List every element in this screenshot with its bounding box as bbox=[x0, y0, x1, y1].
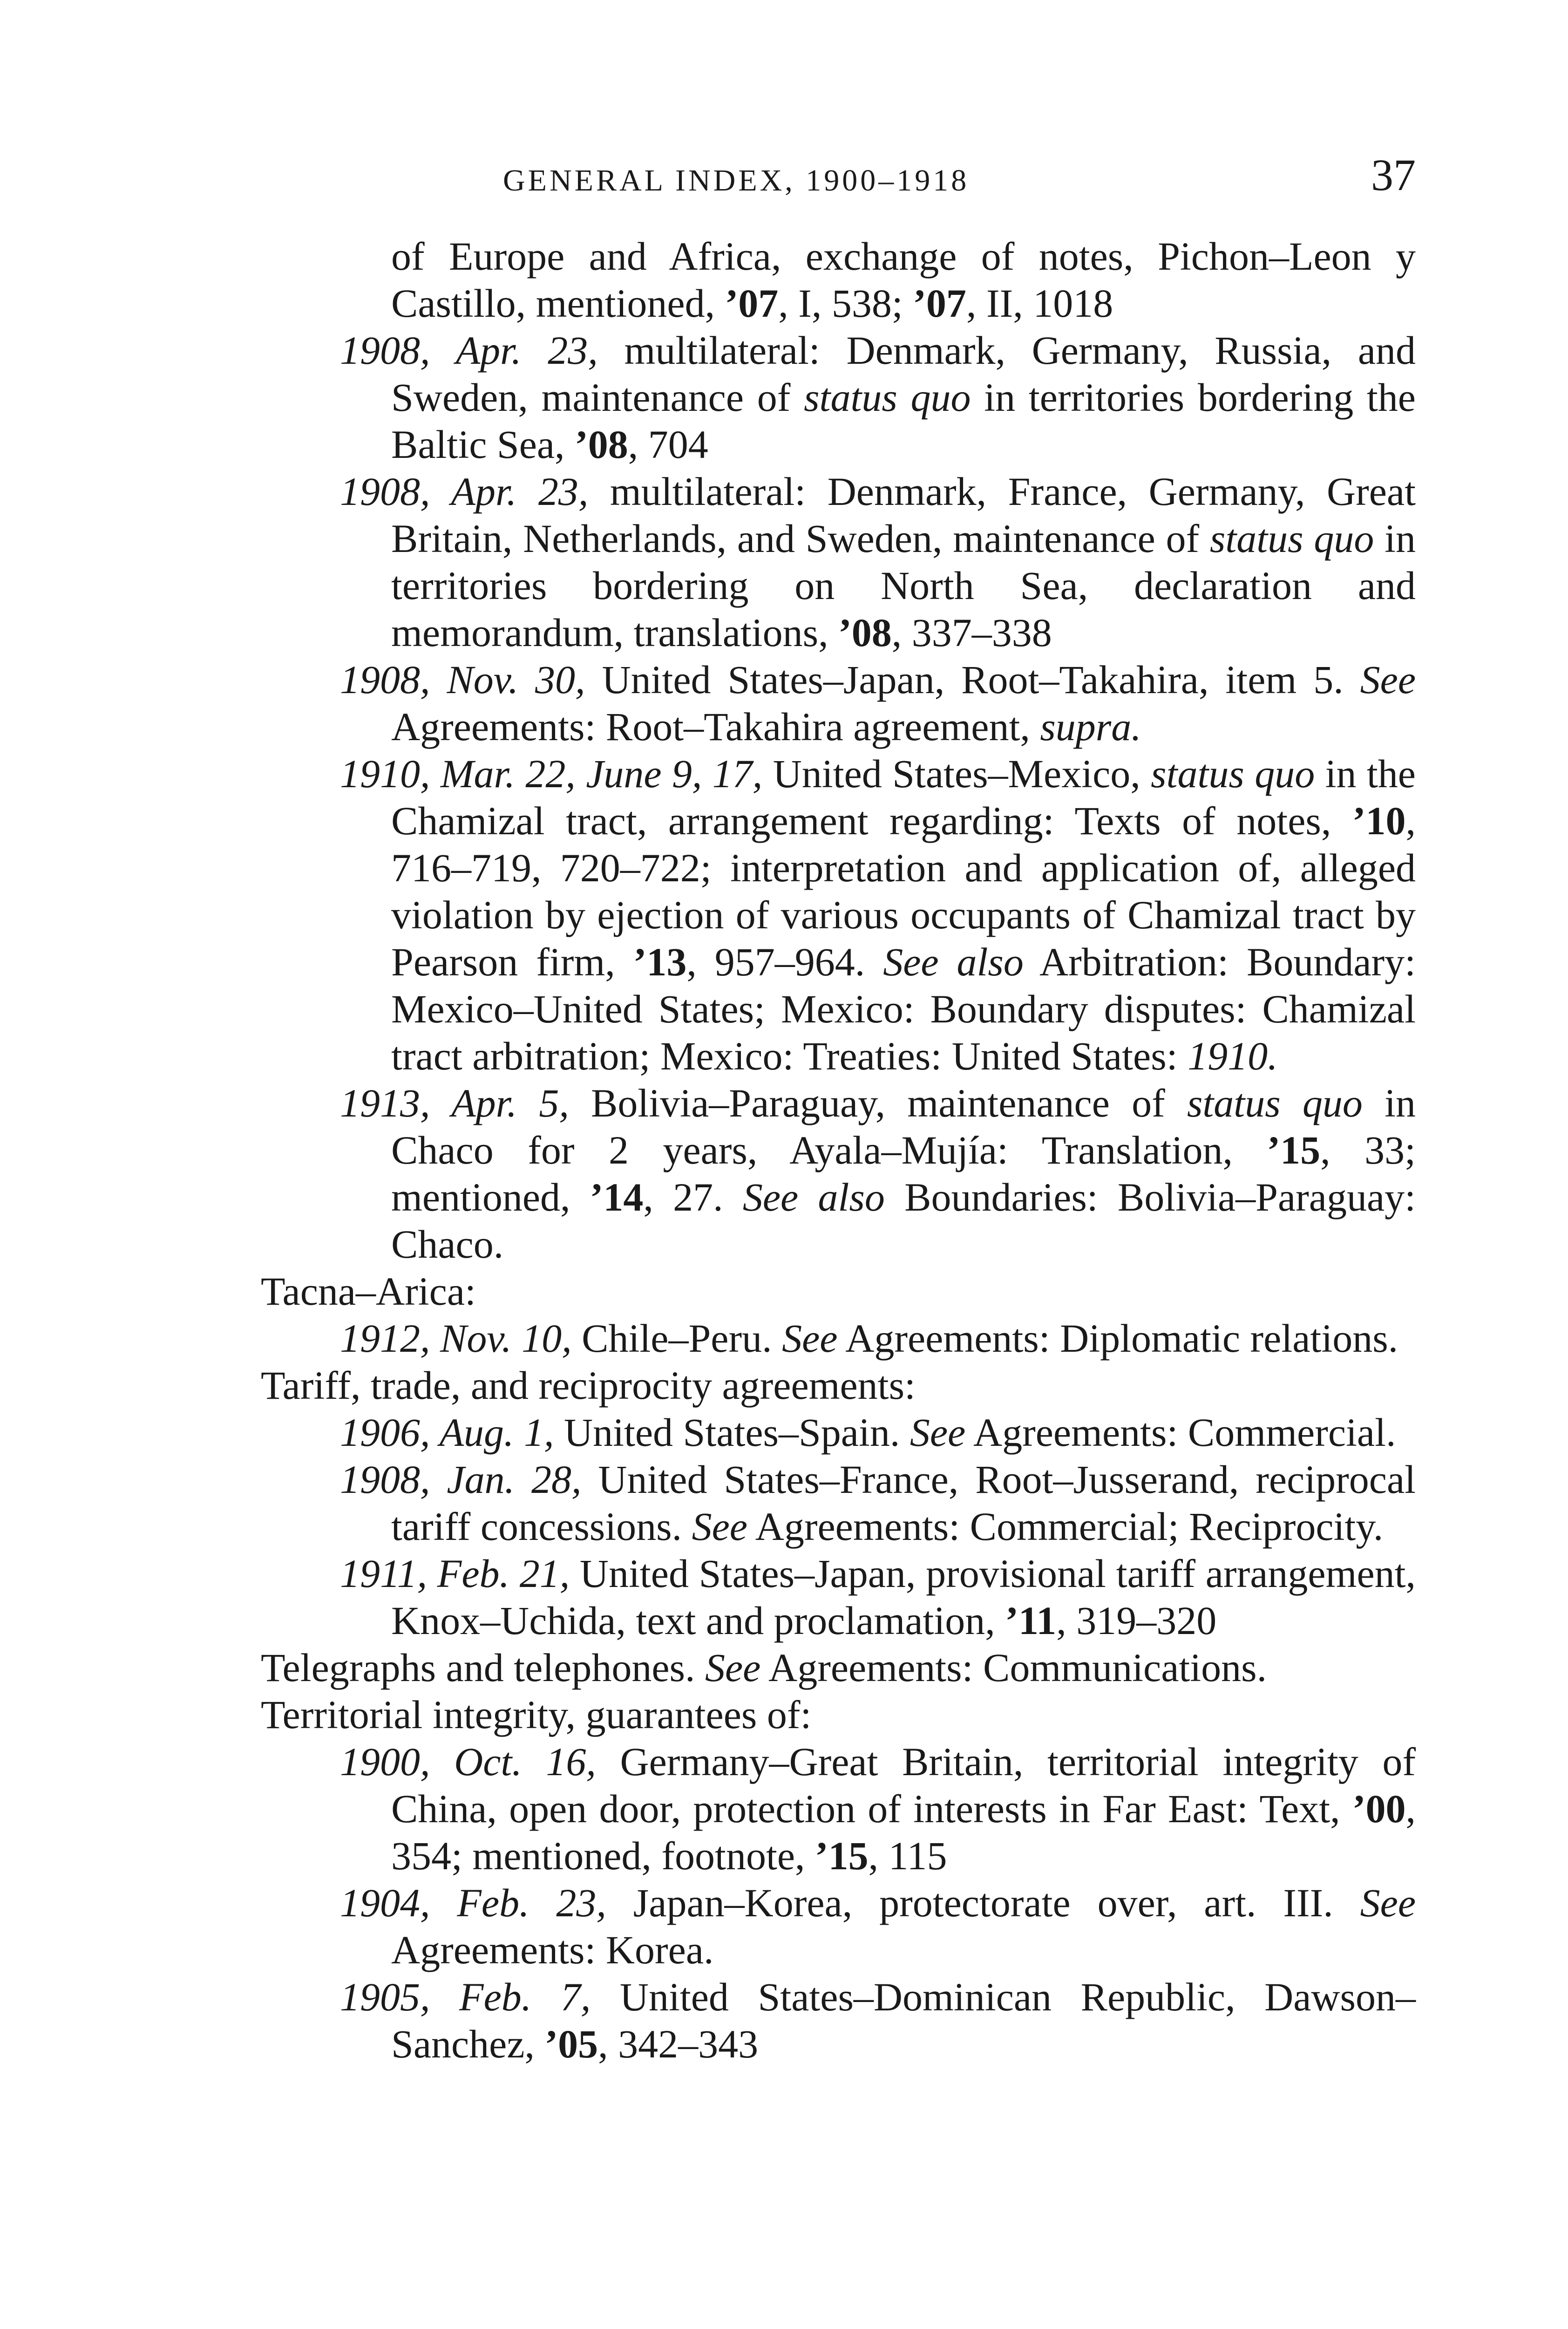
entry-text: , II, 1018 bbox=[966, 281, 1113, 326]
index-subentry bbox=[261, 1738, 1416, 1880]
entry-text: , 319–320 bbox=[1056, 1598, 1217, 1643]
entry-text: Germany–Great Britain, territorial integrity of China, open door, protection of interests in Far East: Text, bbox=[391, 1739, 1416, 1831]
entry-text: in the Chamizal tract, arrangement regarding: Texts of notes, bbox=[391, 751, 1416, 843]
entry-text: , 27. bbox=[643, 1175, 743, 1219]
entry-date: 1905, Feb. 7, bbox=[340, 1975, 591, 2019]
index-subentry bbox=[261, 1315, 1416, 1362]
entry-date: 1910. bbox=[1188, 1034, 1278, 1078]
entry-text: United States–Japan, provisional tariff arrangement, Knox–Uchida, text and proclamation, bbox=[391, 1551, 1416, 1643]
latin-term: status quo bbox=[1187, 1081, 1363, 1125]
index-body bbox=[261, 233, 1416, 2068]
volume-year: ’08 bbox=[575, 422, 628, 467]
entry-text: Arbitration: Boundary: Mexico–United States; Mexico: Boundary disputes: Chamizal tract arbitration; Mexico: Treaties: United States: bbox=[391, 940, 1416, 1078]
entry-text: Bolivia–Paraguay, maintenance of bbox=[569, 1081, 1187, 1125]
index-subentry bbox=[261, 468, 1416, 656]
entry-text: Agreements: Commercial; Reciprocity. bbox=[747, 1504, 1384, 1549]
entry-text: , 354; mentioned, footnote, bbox=[391, 1786, 1416, 1878]
entry-text: , 337–338 bbox=[891, 610, 1052, 655]
entry-text: , 342–343 bbox=[598, 2022, 759, 2066]
index-subentry bbox=[261, 327, 1416, 468]
see-also-reference: See also bbox=[883, 940, 1024, 984]
entry-date: 1904, Feb. 23, bbox=[340, 1880, 606, 1925]
see-reference: See bbox=[692, 1504, 747, 1549]
entry-date: 1908, Apr. 23, bbox=[340, 328, 598, 373]
see-reference: See bbox=[782, 1316, 838, 1361]
index-subentry bbox=[261, 1974, 1416, 2068]
entry-text: , I, 538; bbox=[778, 281, 913, 326]
volume-year: ’15 bbox=[815, 1833, 869, 1878]
index-subentry bbox=[261, 1880, 1416, 1974]
heading-text: Tariff, trade, and reciprocity agreements: bbox=[261, 1363, 916, 1408]
entry-date: 1900, Oct. 16, bbox=[340, 1739, 596, 1784]
latin-term: status quo bbox=[804, 375, 971, 420]
entry-text: multilateral: Denmark, France, Germany, Great Britain, Netherlands, and Sweden, maintenance of bbox=[391, 469, 1416, 561]
entry-date: 1906, Aug. 1, bbox=[340, 1410, 554, 1455]
entry-text: , 704 bbox=[628, 422, 708, 467]
index-subentry bbox=[261, 1080, 1416, 1268]
entry-text: , 33; mentioned, bbox=[391, 1128, 1416, 1219]
entry-text: , 957–964. bbox=[686, 940, 883, 984]
entry-text: in territories bordering on North Sea, declaration and memorandum, translations, bbox=[391, 516, 1416, 655]
index-subentry bbox=[261, 1550, 1416, 1644]
entry-date: 1913, Apr. 5, bbox=[340, 1081, 569, 1125]
entry-text: Chile–Peru. bbox=[571, 1316, 782, 1361]
heading-text: Tacna–Arica: bbox=[261, 1269, 476, 1314]
see-also-reference: See also bbox=[742, 1175, 885, 1219]
entry-text: United States–Japan, Root–Takahira, item 5. bbox=[585, 657, 1360, 702]
entry-text: Agreements: Communications. bbox=[760, 1645, 1267, 1690]
volume-year: ’08 bbox=[838, 610, 892, 655]
entry-date: 1908, Apr. 23, bbox=[340, 469, 589, 514]
volume-year: ’07 bbox=[913, 281, 966, 326]
entry-text: Agreements: Commercial. bbox=[965, 1410, 1396, 1455]
index-subentry bbox=[261, 656, 1416, 750]
running-header-title: GENERAL INDEX, 1900–1918 bbox=[503, 163, 970, 197]
entry-date: 1908, Nov. 30, bbox=[340, 657, 585, 702]
entry-text: Agreements: Root–Takahira agreement, bbox=[391, 704, 1040, 749]
volume-year: ’07 bbox=[725, 281, 779, 326]
latin-term: status quo bbox=[1151, 751, 1315, 796]
index-heading bbox=[261, 1644, 1416, 1691]
entry-date: 1910, Mar. 22, June 9, 17, bbox=[340, 751, 763, 796]
running-header bbox=[261, 149, 1416, 205]
entry-text: in Chaco for 2 years, Ayala–Mujía: Translation, bbox=[391, 1081, 1416, 1172]
see-reference: See bbox=[1360, 657, 1416, 702]
entry-text: Japan–Korea, protectorate over, art. III. bbox=[606, 1880, 1360, 1925]
index-heading bbox=[261, 1691, 1416, 1738]
volume-year: ’00 bbox=[1352, 1786, 1406, 1831]
volume-year: ’13 bbox=[633, 940, 687, 984]
entry-date: 1908, Jan. 28, bbox=[340, 1457, 582, 1502]
entry-text: of Europe and Africa, exchange of notes, Pichon–Leon y Castillo, mentioned, bbox=[391, 234, 1416, 326]
see-reference: See bbox=[910, 1410, 966, 1455]
entry-text: United States–Dominican Republic, Dawson–Sanchez, bbox=[391, 1975, 1416, 2066]
volume-year: ’11 bbox=[1005, 1598, 1057, 1643]
entry-text: , 115 bbox=[868, 1833, 947, 1878]
entry-text: multilateral: Denmark, Germany, Russia, and Sweden, maintenance of bbox=[391, 328, 1416, 420]
entry-text: Agreements: Korea. bbox=[391, 1927, 714, 1972]
heading-text: Telegraphs and telephones. bbox=[261, 1645, 705, 1690]
see-reference: See bbox=[705, 1645, 761, 1690]
index-entry-continuation bbox=[261, 233, 1416, 327]
see-reference: See bbox=[1360, 1880, 1416, 1925]
page-number: 37 bbox=[1371, 150, 1416, 200]
entry-text: United States–Spain. bbox=[554, 1410, 910, 1455]
volume-year: ’14 bbox=[590, 1175, 644, 1219]
volume-year: ’15 bbox=[1267, 1128, 1321, 1172]
entry-text: Agreements: Diplomatic relations. bbox=[837, 1316, 1398, 1361]
volume-year: ’10 bbox=[1352, 798, 1406, 843]
index-heading bbox=[261, 1362, 1416, 1409]
entry-text: in territories bordering the Baltic Sea, bbox=[391, 375, 1416, 467]
index-heading bbox=[261, 1268, 1416, 1315]
entry-date: 1912, Nov. 10, bbox=[340, 1316, 572, 1361]
entry-date: 1911, Feb. 21, bbox=[340, 1551, 570, 1596]
latin-term: supra. bbox=[1040, 704, 1141, 749]
index-subentry bbox=[261, 1456, 1416, 1550]
index-subentry bbox=[261, 750, 1416, 1080]
index-subentry bbox=[261, 1409, 1416, 1456]
entry-text: United States–Mexico, bbox=[762, 751, 1151, 796]
entry-text: Boundaries: Bolivia–Paraguay: Chaco. bbox=[391, 1175, 1416, 1267]
volume-year: ’05 bbox=[544, 2022, 598, 2066]
latin-term: status quo bbox=[1209, 516, 1374, 561]
entry-text: , 716–719, 720–722; interpretation and application of, alleged violation by ejection of various occupants of Chamizal tract by Pearson firm, bbox=[391, 798, 1416, 984]
entry-text: United States–France, Root–Jusserand, reciprocal tariff concessions. bbox=[391, 1457, 1416, 1549]
heading-text: Territorial integrity, guarantees of: bbox=[261, 1692, 812, 1737]
